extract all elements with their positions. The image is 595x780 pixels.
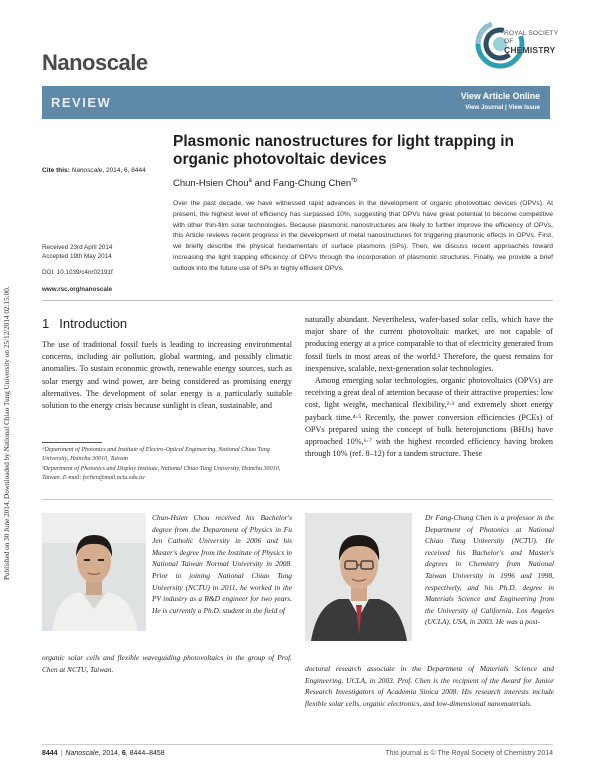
bio-chen-continued: doctoral research associate in the Department of Materials Science and Engineering, UCLA, in 2003. Prof. Chen is the recipient of the Award for Junior Research Investigators of Academia Sinica 2008. His research interests include flexible solar cells, organic electronics, and low-dimensional nanomaterials. [305,664,554,708]
header-divider [42,300,553,301]
download-note: Published on 30 June 2014. Downloaded by National Chiao Tung University on 25/12/2014 02:15:00. [3,286,11,580]
article-dates: Received 23rd April 2014 Accepted 19th May 2014 [42,244,113,260]
page-footer-left: 8444 | Nanoscale, 2014, 6, 8444–8458 [42,750,165,757]
abstract: Over the past decade, we have witnessed rapid advances in the development of organic photovoltaic devices (OPVs). At present, the highest level of efficiency has surpassed 10%, suggesting that OPVs have great potential to become competitive with other thin-film solar technologies. Because plasmonic nanostructures are likely to further improve the efficiency of OPVs, this Article reviews recent progress in the development of metal nanostructures for triggering plasmonic effects in OPVs. First, we briefly describe the physical fundamentals of surface plasmons (SPs). Then, we discuss recent approaches toward increasing the light trapping efficiency of OPVs through the incorporation of plasmonic structures. Finally, we provide a brief outlook into the future use of SPs in highly efficient OPVs. [173,200,553,272]
paragraph: The use of traditional fossil fuels is leading to increasing environmental concerns, including air pollution, global warming, and possibly climatic anomalies. To sustain economic growth, renewable energy sources, such as solar energy and wind power, are being considered as promising energy alternatives. The development of solar energy is a particularly suitable solution to the energy crisis because sunlight is clean, sustainable, and [42,340,292,411]
section-label: REVIEW [51,95,112,110]
page-footer-right: This journal is © The Royal Society of Chemistry 2014 [385,750,553,757]
view-article-online-link[interactable]: View Article Online [460,91,540,101]
paragraph: naturally abundant. Nevertheless, wafer-based solar cells, which have the major share of the current photovoltaic market, are not capable of producing energy at a price comparable to that of electricity generated from fossil fuels in most areas of the world.¹ Therefore, the quest remains for inexpensive, scalable, next-generation solar technologies. [305,315,553,373]
author-photo-chou [42,513,146,631]
publisher-logo-text: ROYAL SOCIETY OF CHEMISTRY [504,30,559,55]
view-links: View Journal | View Issue [465,104,540,111]
section-heading: 1 Introduction [42,316,128,331]
intro-left-column [42,339,292,412]
footnote-divider [42,442,102,443]
doi[interactable]: DOI: 10.1039/c4nr02191f [42,269,113,276]
article-title: Plasmonic nanostructures for light trapping in organic photovoltaic devices [173,133,515,168]
affiliations: ᵃDepartment of Photonics and Institute of Electro-Optical Engineering, National Chiao Tung University, Hsinchu 30010, Taiwan ᵇDepartment of Photonics and Display Institute, National Chiao Tung University, Hsinchu 30010, Taiwan. E-mail: fcchen@mail.nctu.edu.tw [42,447,281,482]
author-list: Chun-Hsien Chou$^a$ and Fang-Chung Chen$^{*b}$ [173,178,357,190]
paragraph: Among emerging solar technologies, organic photovoltaics (OPVs) are receiving a great deal of attention because of their attractive properties: low cost, light weight, mechanical flexibility,²·³ and extremely short energy payback time.⁴·⁵ Recently, the power conversion efficiencies (PCEs) of OPVs prepared using the concept of bulk heterojunctions (BHJs) have approached 10%,⁶·⁷ with the highest recorded efficiency having broken through 10% (ref. 8–12) for a tandem structure. These [305,376,553,459]
bio-chou: Chun-Hsien Chou received his Bachelor's degree from the Department of Physics in Fu Jen Catholic University in 2006 and his Master's degree from the Institute of Physics in National Taiwan Normal University in 2008. Prior to joining National Chiao Tung University (NCTU) in 2011, he worked in the PV industry as a R&D engineer for two years. He is currently a Ph.D. student in the field of [152,513,292,615]
journal-url[interactable]: www.rsc.org/nanoscale [42,286,113,293]
bio-chen: Dr Fang-Chung Chen is a professor in the Department of Photonics at National Chiao Tung University (NCTU). He received his Bachelor's and Master's degrees in Chemistry from National Taiwan University in 1996 and 1998, respectively, and his Ph.D. degree in Materials Science and Engineering from the University of California, Los Angeles (UCLA), USA, in 2003. He was a post- [425,513,554,627]
intro-right-column [305,314,553,460]
citation: Cite this: Nanoscale, 2014, 6, 8444 [42,167,146,174]
bio-chou-continued: organic solar cells and flexible waveguiding photovoltaics in the group of Prof. Chen at NCTU, Taiwan. [42,653,292,674]
bio-divider [42,499,553,500]
footer-divider [42,744,553,745]
view-issue-link[interactable]: View Issue [508,104,540,111]
author-photo-chen [305,513,412,641]
view-journal-link[interactable]: View Journal [465,104,504,111]
journal-title: Nanoscale [42,50,148,75]
